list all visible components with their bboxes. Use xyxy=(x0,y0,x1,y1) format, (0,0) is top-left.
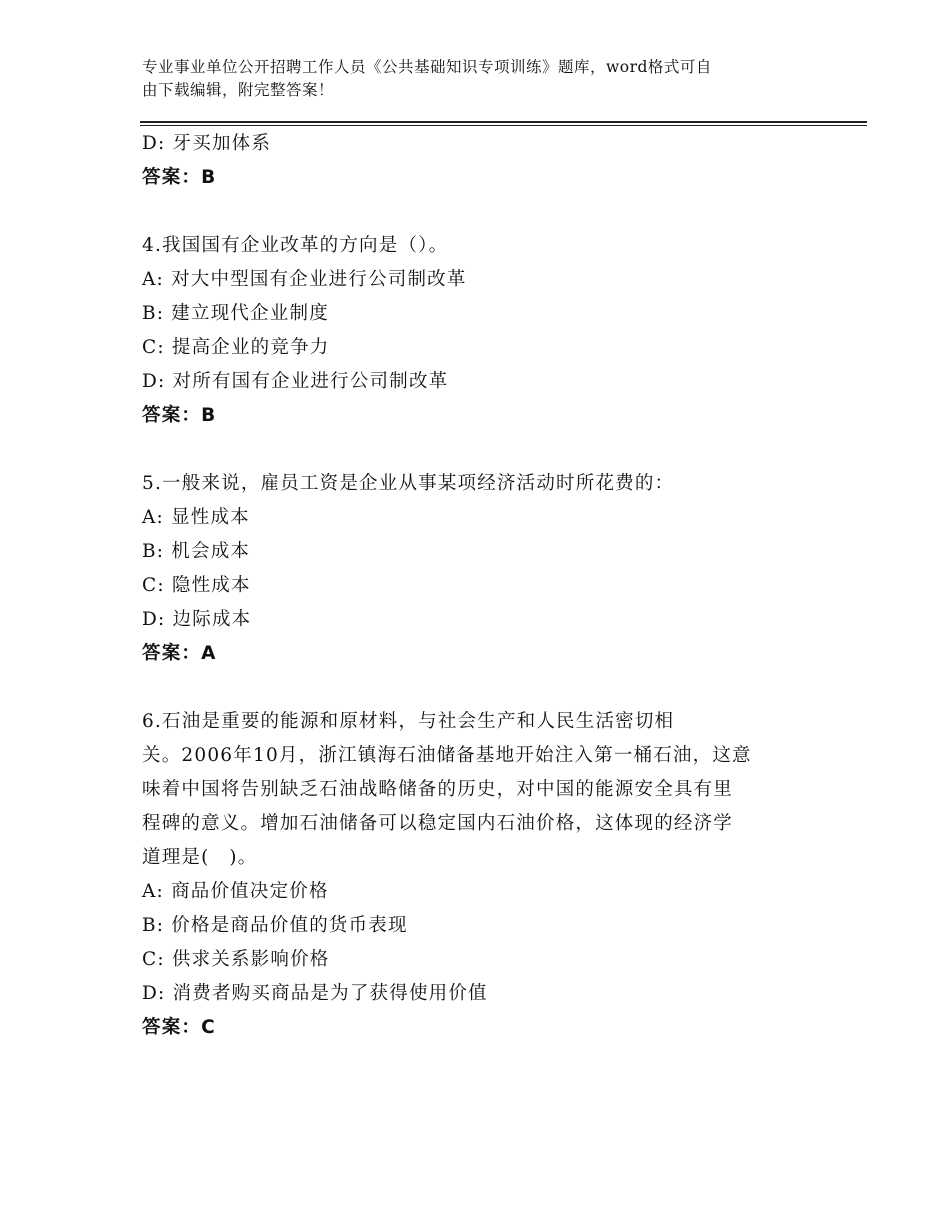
option-c: C: 提高企业的竞争力 xyxy=(142,337,330,358)
spacer xyxy=(142,674,822,708)
question-5 xyxy=(142,470,822,674)
question-stem: 4.我国国有企业改革的方向是（）。 xyxy=(142,235,449,256)
question-3-tail xyxy=(142,130,822,198)
question-content xyxy=(142,130,822,1048)
option-c: C: 隐性成本 xyxy=(142,575,251,596)
answer: 答案：A xyxy=(142,643,217,664)
option-b: B: 机会成本 xyxy=(142,541,251,562)
question-stem-line: 6.石油是重要的能源和原材料，与社会生产和人民生活密切相 xyxy=(142,711,675,732)
option-a: A: 显性成本 xyxy=(142,507,250,528)
header-rule-thin xyxy=(140,125,867,126)
option-a: A: 对大中型国有企业进行公司制改革 xyxy=(142,269,467,290)
question-stem-line: 程碑的意义。增加石油储备可以稳定国内石油价格，这体现的经济学 xyxy=(142,813,734,834)
spacer xyxy=(142,436,822,470)
question-stem: 5.一般来说，雇员工资是企业从事某项经济活动时所花费的： xyxy=(142,473,675,494)
header-rule-thick xyxy=(140,121,867,123)
page-header xyxy=(142,56,822,102)
spacer xyxy=(142,198,822,232)
answer: 答案：B xyxy=(142,167,217,188)
header-line-1: 专业事业单位公开招聘工作人员《公共基础知识专项训练》题库，word格式可自 xyxy=(142,58,712,76)
option-b: B: 建立现代企业制度 xyxy=(142,303,329,324)
answer: 答案：C xyxy=(142,1017,216,1038)
question-stem-line: 关。2006年10月，浙江镇海石油储备基地开始注入第一桶石油，这意 xyxy=(142,745,752,766)
option-b: B: 价格是商品价值的货币表现 xyxy=(142,915,408,936)
option-d: D: 边际成本 xyxy=(142,609,252,630)
header-line-2: 由下载编辑，附完整答案！ xyxy=(142,81,335,99)
question-stem-line: 味着中国将告别缺乏石油战略储备的历史，对中国的能源安全具有里 xyxy=(142,779,734,800)
option-a: A: 商品价值决定价格 xyxy=(142,881,329,902)
question-4 xyxy=(142,232,822,436)
question-stem-line: 道理是( )。 xyxy=(142,847,258,868)
option-d: D: 消费者购买商品是为了获得使用价值 xyxy=(142,983,488,1004)
answer: 答案：B xyxy=(142,405,217,426)
option-c: C: 供求关系影响价格 xyxy=(142,949,330,970)
option-d: D: 牙买加体系 xyxy=(142,133,272,154)
option-d: D: 对所有国有企业进行公司制改革 xyxy=(142,371,449,392)
question-6 xyxy=(142,708,822,1048)
